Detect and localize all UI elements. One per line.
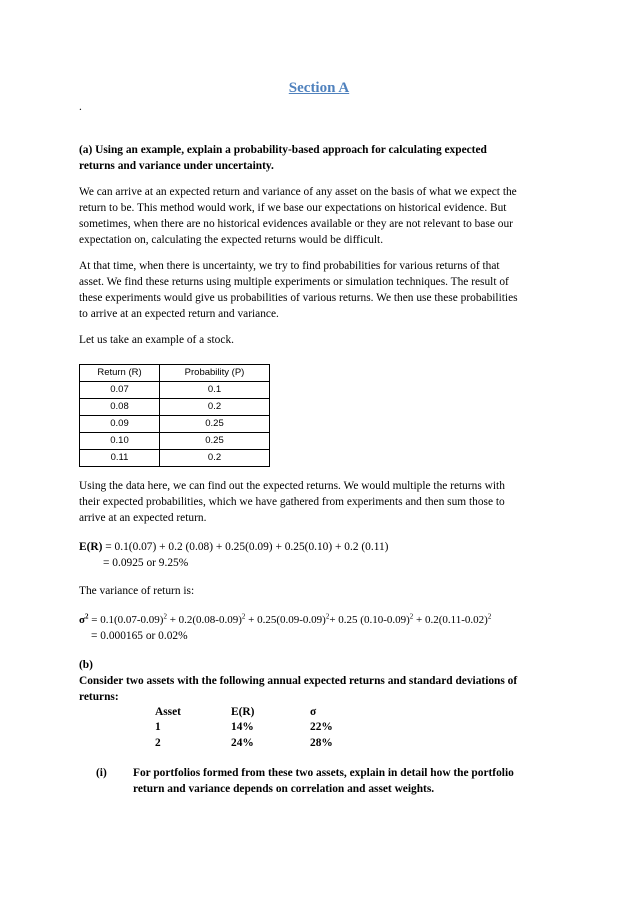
cell-return: 0.10: [80, 433, 160, 450]
paragraph-1-line-4: expectation on, calculating the expected returns would be difficult.: [79, 234, 384, 246]
paragraph-2-line-3: these experiments would give us probabilities of various returns. We then use these probabilities: [79, 292, 518, 304]
cell-probability: 0.1: [160, 382, 270, 399]
paragraph-1-line-1: We can arrive at an expected return and variance of any asset on the basis of what we expect the: [79, 186, 517, 198]
asset-row: [0, 719, 638, 735]
paragraph-2-line-4: to arrive at an expected return and variance.: [79, 308, 279, 320]
sigma-label: σ: [79, 614, 85, 626]
cell-probability: 0.25: [160, 416, 270, 433]
asset-sigma: 22%: [310, 721, 333, 733]
paragraph-4: [79, 478, 579, 526]
sigma-header: σ: [310, 706, 317, 718]
variance-result: = 0.000165 or 0.02%: [91, 630, 188, 642]
paragraph-2-line-1: At that time, when there is uncertainty, we try to find probabilities for various returns of that: [79, 260, 500, 272]
stray-dot: .: [79, 101, 82, 113]
question-a: [79, 142, 579, 174]
cell-probability: 0.2: [160, 450, 270, 467]
asset-id: 2: [155, 737, 161, 749]
cell-return: 0.08: [80, 399, 160, 416]
paragraph-1-line-3: sometimes, when there are no historical evidences available or they are not relevant to base our: [79, 218, 513, 230]
variance-term-5: + 0.2(0.11-0.02): [413, 614, 488, 626]
sub-question-line-1: For portfolios formed from these two assets, explain in detail how the portfolio: [133, 767, 514, 779]
question-b: [79, 673, 579, 705]
question-b-line-1: Consider two assets with the following annual expected returns and standard deviations of: [79, 675, 518, 687]
question-a-line-2: returns and variance under uncertainty.: [79, 160, 274, 172]
cell-return: 0.07: [80, 382, 160, 399]
table-row: [80, 399, 270, 416]
expected-return-label: E(R): [79, 541, 103, 553]
cell-return: 0.11: [80, 450, 160, 467]
question-a-line-1: (a) Using an example, explain a probability-based approach for calculating expected: [79, 144, 487, 156]
header-probability: Probability (P): [160, 365, 270, 382]
returns-probability-table: [79, 364, 270, 467]
header-return: Return (R): [80, 365, 160, 382]
square-exponent: 2: [409, 612, 414, 621]
paragraph-4-line-3: arrive at an expected return.: [79, 512, 207, 524]
square-exponent: 2: [241, 612, 246, 621]
expected-return-formula: [79, 539, 388, 555]
variance-term-2: + 0.2(0.08-0.09): [166, 614, 242, 626]
paragraph-2-line-2: asset. We find these returns using multiple experiments or simulation techniques. The result of: [79, 276, 509, 288]
sub-question-line-2: return and variance depends on correlation and asset weights.: [133, 783, 435, 795]
cell-probability: 0.2: [160, 399, 270, 416]
asset-header-row: [0, 704, 638, 720]
square-exponent: 2: [163, 612, 167, 621]
variance-term-4: + 0.25 (0.10-0.09): [329, 614, 410, 626]
square-exponent: 2: [325, 612, 330, 621]
paragraph-4-line-1: Using the data here, we can find out the expected returns. We would multiple the returns with: [79, 480, 505, 492]
variance-term-1: = 0.1(0.07-0.09): [88, 614, 164, 626]
paragraph-2: [79, 258, 579, 322]
er-header: E(R): [231, 706, 255, 718]
sub-question-label: (i): [96, 767, 107, 779]
variance-term-3: + 0.25(0.09-0.09): [245, 614, 326, 626]
table-header-row: [80, 365, 270, 382]
paragraph-1-line-2: return to be. This method would work, if we base our expectations on historical evidence. But: [79, 202, 507, 214]
part-b-label: (b): [79, 659, 93, 671]
square-exponent: 2: [487, 612, 492, 621]
asset-row: [0, 735, 638, 751]
expected-return-result: = 0.0925 or 9.25%: [103, 557, 189, 569]
expected-return-expression: = 0.1(0.07) + 0.2 (0.08) + 0.25(0.09) + 0.25(0.10) + 0.2 (0.11): [102, 541, 389, 553]
paragraph-3: Let us take an example of a stock.: [79, 334, 234, 346]
table-row: [80, 433, 270, 450]
asset-er: 14%: [231, 721, 254, 733]
sigma-exponent: 2: [84, 612, 89, 621]
table-row: [80, 416, 270, 433]
sub-question: [133, 765, 593, 797]
asset-er: 24%: [231, 737, 254, 749]
variance-formula: [79, 612, 491, 628]
table-row: [80, 450, 270, 467]
asset-id: 1: [155, 721, 161, 733]
variance-intro: The variance of return is:: [79, 585, 195, 597]
question-b-line-2: returns:: [79, 691, 119, 703]
asset-sigma: 28%: [310, 737, 333, 749]
paragraph-1: [79, 184, 579, 248]
table-row: [80, 382, 270, 399]
asset-header: Asset: [155, 706, 181, 718]
section-title: Section A: [288, 80, 350, 96]
paragraph-4-line-2: their expected probabilities, which we have gathered from experiments and then sum those to: [79, 496, 505, 508]
cell-probability: 0.25: [160, 433, 270, 450]
cell-return: 0.09: [80, 416, 160, 433]
